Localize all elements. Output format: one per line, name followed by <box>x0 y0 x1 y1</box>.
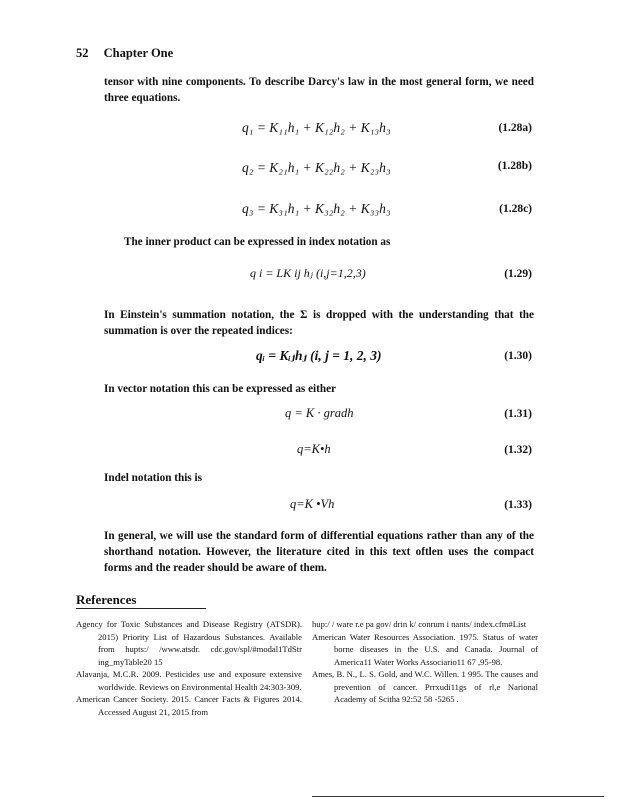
chapter-title: Chapter One <box>103 46 174 60</box>
paragraph-intro: tensor with nine components. To describe Darcy's law in the most general form, we need three equations. <box>104 76 534 104</box>
equation-number-1-28c: (1.28c) <box>499 203 532 215</box>
equation-number-1-32: (1.32) <box>504 444 532 456</box>
equation-1-32: q=K•h <box>297 442 331 456</box>
reference-entry: Ames, B. N., L. S. Gold, and W.C. Willen. 1 995. The causes and prevention of cancer. Prrxudi11gs of rl,e Narional Academy of Scitha 92:52 58 -5265 . <box>312 669 538 704</box>
equation-1-28a: q₁ = K₁₁h₁ + K₁₂h₂ + K₁₃h₃ <box>242 120 391 135</box>
reference-entry: Agency for Toxic Substances and Disease Registry (ATSDR). 2015) Priority List of Hazardous Substances. Available from hupts:/ /www.atsdr. cdc.gov/spl/#modal1TdStr ing_myTable20 15 <box>76 619 302 667</box>
equation-1-33: q=K •Vh <box>290 497 335 511</box>
equation-1-28b: q₂ = K₂₁h₁ + K₂₂h₂ + K₂₃h₃ <box>242 160 391 175</box>
equation-1-28c: q₃ = K₃₁h₁ + K₃₂h₂ + K₃₃h₃ <box>242 201 391 216</box>
paragraph-einstein: In Einstein's summation notation, the Σ is dropped with the understanding that the summation is over the repeated indices: <box>104 309 534 337</box>
footer-rule <box>312 796 604 797</box>
equation-number-1-28a: (1.28a) <box>498 122 532 134</box>
references-left-column <box>76 618 302 718</box>
equation-1-31: q = K · gradh <box>285 406 354 420</box>
paragraph-del: Indel notation this is <box>104 472 202 484</box>
running-header <box>76 46 173 61</box>
references-right-column <box>312 618 538 706</box>
reference-entry: Alavanja, M.C.R. 2009. Pesticides use and exposure extensive worldwide. Reviews on Environmental Health 24:303-309. <box>76 669 302 692</box>
reference-entry: American Cancer Society. 2015. Cancer Facts & Figures 2014. Accessed August 21, 2015 from <box>76 694 302 717</box>
paragraph-vector: In vector notation this can be expressed as either <box>104 383 337 395</box>
references-heading: References <box>76 592 137 607</box>
reference-entry: hup:/ / ware r.e pa gov/ drin k/ conrum i nants/ index.cfm#List <box>312 619 527 629</box>
references-rule <box>76 608 206 609</box>
paragraph-general: In general, we will use the standard form of differential equations rather than any of the shorthand notation. However, the literature cited in this text oftlen uses the compact forms and the reader should be aware of them. <box>104 530 534 574</box>
equation-number-1-33: (1.33) <box>504 499 532 511</box>
equation-number-1-30: (1.30) <box>504 350 532 362</box>
paragraph-inner-product: The inner product can be expressed in index notation as <box>124 236 391 248</box>
equation-number-1-29: (1.29) <box>504 268 532 280</box>
page-number: 52 <box>76 46 89 60</box>
equation-1-30: qᵢ = Kᵢⱼhⱼ (i, j = 1, 2, 3) <box>256 348 382 363</box>
reference-entry: American Water Resources Association. 1975. Status of water borne diseases in the U.S. and Canada. Journal of America11 Water Works Associario11 67 ,95-98. <box>312 631 538 667</box>
equation-number-1-31: (1.31) <box>504 408 532 420</box>
equation-1-29: q i = LK ij hⱼ (i,j=1,2,3) <box>250 266 366 280</box>
equation-number-1-28b: (1.28b) <box>497 160 532 172</box>
